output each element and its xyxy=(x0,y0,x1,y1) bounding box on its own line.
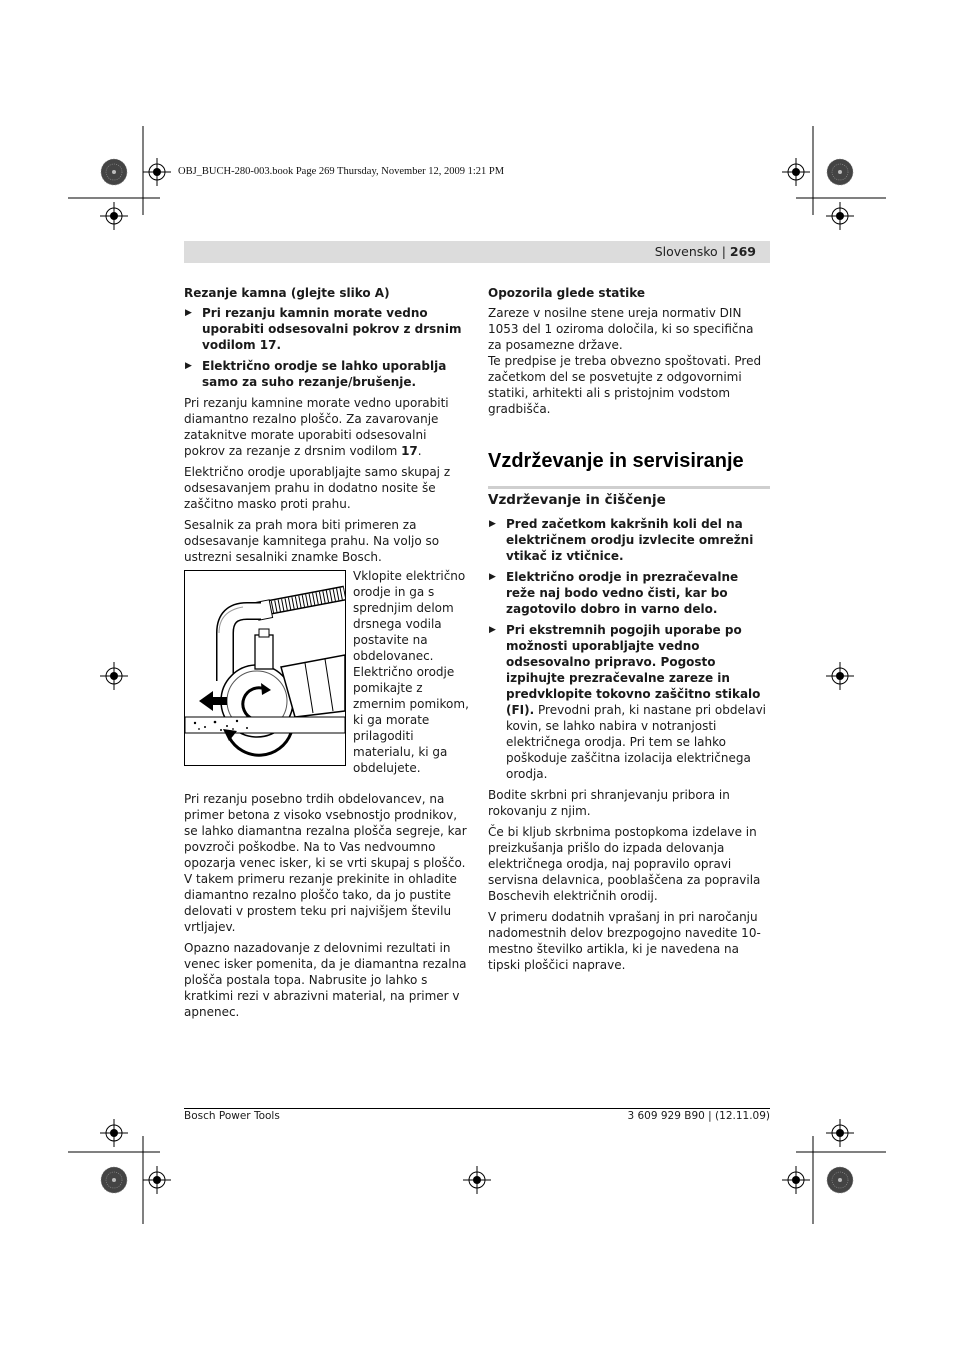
page-header xyxy=(184,241,770,263)
footer-doc-number: 3 609 929 B90 | (12.11.09) xyxy=(627,1110,770,1122)
section-title: Vzdrževanje in servisiranje xyxy=(488,450,744,472)
maintenance-bullet xyxy=(488,569,770,617)
color-rosette-icon xyxy=(101,159,127,185)
paragraph: Bodite skrbni pri shranjevanju pribora in rokovanju z njim. xyxy=(488,788,730,818)
color-rosette-icon xyxy=(827,1167,853,1193)
warning-bullet xyxy=(184,358,467,390)
footer-divider xyxy=(184,1108,770,1109)
bullet-arrow-icon: ▶ xyxy=(489,572,496,582)
bullet-text: Pred začetkom kakršnih koli del na električnem orodju izvlecite omrežni vtikač iz vtičnice. xyxy=(506,517,754,563)
left-column xyxy=(184,285,467,1025)
paragraph: Zareze v nosilne stene ureja normativ DIN 1053 del 1 oziroma določila, ki so specifična za posamezne države. xyxy=(488,306,754,352)
warning-bullet xyxy=(184,305,467,353)
footer-brand: Bosch Power Tools xyxy=(184,1110,280,1122)
paragraph: Pri rezanju posebno trdih obdelovancev, na primer betona z visoko vsebnostjo prodnikov, se lahko diamantna rezalna plošča segreje, kar povzroči poškodbe. Na to Vas nedvoumno opozarja venec isker, ki se vrti skupaj s ploščo. V takem primeru rezanje prekinite in ohladite diamantno rezalno ploščo tako, da jo pustite delovati v prostem teku pri najvišjem številu vrtljajev. xyxy=(184,792,467,934)
bullet-text: Električno orodje se lahko uporablja samo za suho rezanje/brušenje. xyxy=(202,359,447,389)
maintenance-bullet xyxy=(488,622,770,782)
crosshair-icon xyxy=(100,202,128,230)
bullet-arrow-icon: ▶ xyxy=(489,625,496,635)
bullet-text-normal: Prevodni prah, ki nastane pri obdelavi kovin, se lahko nabira v notranjosti električnega orodja. Pri tem se lahko poškoduje zaščitna izolacija električnega orodja. xyxy=(506,703,766,781)
page-number: 269 xyxy=(729,244,756,259)
color-rosette-icon xyxy=(101,1167,127,1193)
print-info: OBJ_BUCH-280-003.book Page 269 Thursday, November 12, 2009 1:21 PM xyxy=(178,166,505,177)
crosshair-icon xyxy=(143,158,171,186)
statics-heading: Opozorila glede statike xyxy=(488,286,646,300)
bullet-text: Pri rezanju kamnin morate vedno uporabiti odsesovalni pokrov z drsnim vodilom 17. xyxy=(202,306,462,352)
bullet-text: Pri ekstremnih pogojih uporabe po možnosti uporabljajte vedno odsesovalno pripravo. Pogosto izpihujte prezračevalne zareze in predvklopite tokovno zaščitno stikalo (FI). xyxy=(506,623,761,717)
crosshair-icon xyxy=(463,1166,491,1194)
bullet-text: Električno orodje in prezračevalne reže naj bodo vedno čisti, kar bo zagotovilo dobro in varno delo. xyxy=(506,570,739,616)
crosshair-icon xyxy=(782,1166,810,1194)
figure-caption-text: Vklopite električno orodje in ga s sprednjim delom drsnega vodila postavite na obdelovanec. Električno orodje pomikajte z zmernim pomikom, ki ga morate prilagoditi materialu, ki ga obdelujete. xyxy=(353,569,469,775)
paragraph: Sesalnik za prah mora biti primeren za odsesavanje kamnitega prahu. Na voljo so ustrezni sesalniki znamke Bosch. xyxy=(184,518,440,564)
maintenance-bullet xyxy=(488,516,770,564)
figure-block xyxy=(184,570,467,786)
stone-cutting-heading: Rezanje kamna (glejte sliko A) xyxy=(184,286,390,300)
header-text xyxy=(655,244,756,259)
crosshair-icon xyxy=(826,202,854,230)
subsection-title: Vzdrževanje in čiščenje xyxy=(488,486,770,508)
crosshair-icon xyxy=(143,1166,171,1194)
paragraph: Opazno nazadovanje z delovnimi rezultati in venec isker pomenita, da je diamantna rezalna plošča postala topa. Nabrusite jo lahko s kratkimi rezi v abrazivni material, na primer v apnenec. xyxy=(184,941,467,1019)
crosshair-icon xyxy=(100,662,128,690)
paragraph: V primeru dodatnih vprašanj in pri naročanju nadomestnih delov brezpogojno navedite 10-mestno številko artikla, ki je navedena na tipski ploščici naprave. xyxy=(488,910,761,972)
figure-illustration xyxy=(184,570,346,766)
right-column xyxy=(488,285,770,978)
bullet-arrow-icon: ▶ xyxy=(185,308,192,318)
color-rosette-icon xyxy=(827,159,853,185)
header-section: Slovensko xyxy=(654,244,718,259)
crosshair-icon xyxy=(782,158,810,186)
header-separator: | xyxy=(721,244,726,259)
paragraph: Te predpise je treba obvezno spoštovati. Pred začetkom del se posvetujte z odgovornimi statiki, arhitekti ali s pristojnim vodstom gradbišča. xyxy=(488,354,762,416)
crosshair-icon xyxy=(826,662,854,690)
paragraph: Električno orodje uporabljajte samo skupaj z odsesavanjem prahu in dodatno nosite še zaščitno masko proti prahu. xyxy=(184,465,451,511)
bullet-arrow-icon: ▶ xyxy=(489,519,496,529)
bullet-arrow-icon: ▶ xyxy=(185,361,192,371)
paragraph: Če bi kljub skrbnima postopkoma izdelave in preizkušanja prišlo do izpada delovanja električnega orodja, naj popravilo opravi servisna delavnica, pooblaščena za popravila Boschevih električnih orodij. xyxy=(488,825,761,903)
crosshair-icon xyxy=(100,1119,128,1147)
paragraph: Pri rezanju kamnine morate vedno uporabiti diamantno rezalno ploščo. Za zavarovanje zataknitve morate uporabiti odsesovalni pokrov za rezanje z drsnim vodilom 17. xyxy=(184,396,449,458)
reference-number: 17 xyxy=(401,444,418,458)
crosshair-icon xyxy=(826,1119,854,1147)
